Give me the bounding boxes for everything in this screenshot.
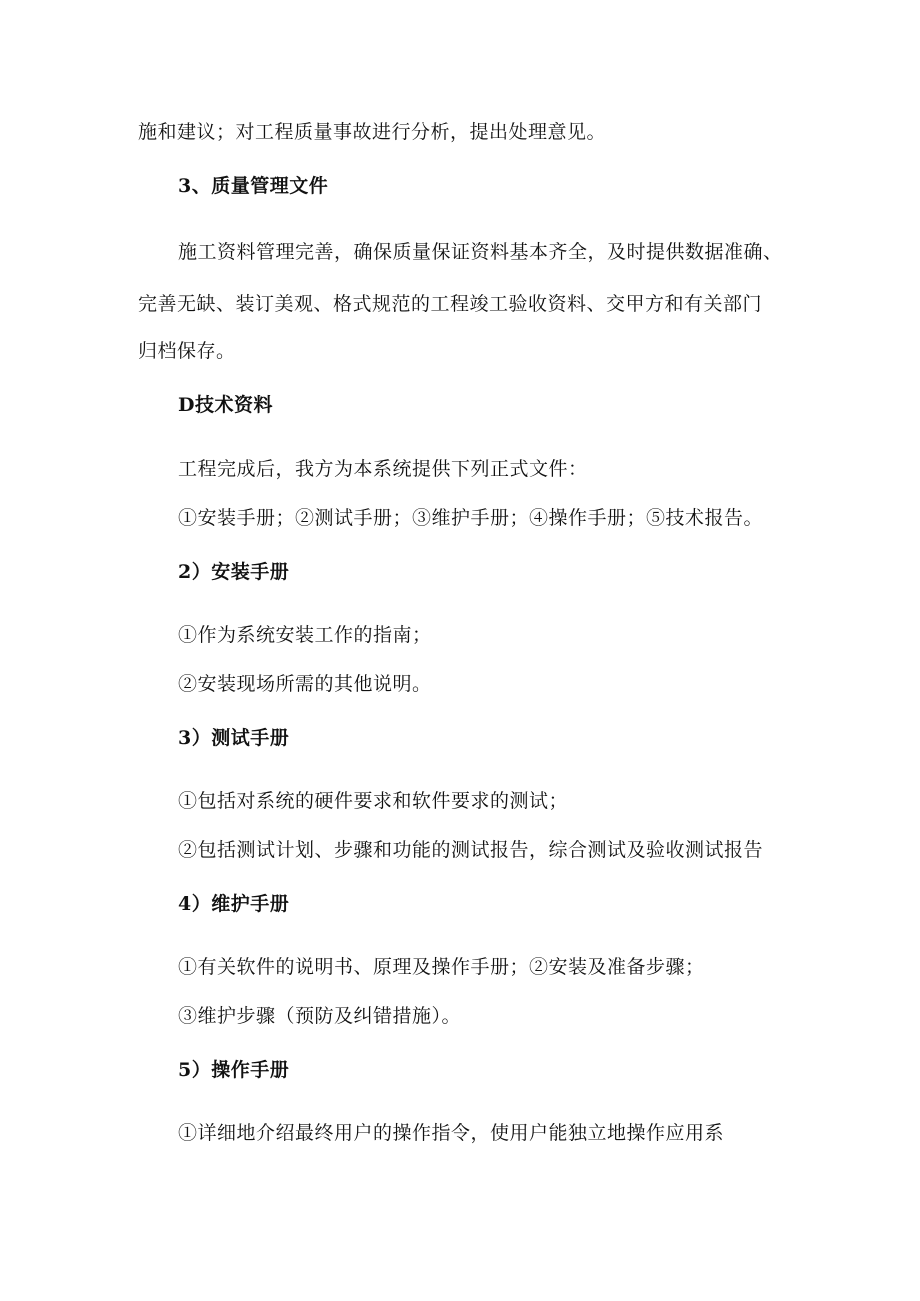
paragraph-line: 归档保存。 [138, 340, 236, 362]
subheading-maintenance-manual: 4）维护手册 [178, 893, 290, 915]
subheading-install-manual: 2）安装手册 [178, 561, 290, 583]
list-item: ①作为系统安装工作的指南； [178, 624, 432, 646]
section-heading-tech-docs: D技术资料 [178, 394, 273, 416]
paragraph-line: 工程完成后，我方为本系统提供下列正式文件： [178, 458, 588, 480]
list-item: ③维护步骤（预防及纠错措施）。 [178, 1005, 462, 1027]
list-item: ①详细地介绍最终用户的操作指令，使用户能独立地操作应用系 [178, 1122, 725, 1144]
paragraph-line: 施工资料管理完善，确保质量保证资料基本齐全，及时提供数据准确、 [178, 241, 783, 263]
section-heading-quality-docs: 3、质量管理文件 [178, 175, 329, 197]
list-item: ②安装现场所需的其他说明。 [178, 673, 432, 695]
document-list-line: ①安装手册；②测试手册；③维护手册；④操作手册；⑤技术报告。 [178, 507, 764, 529]
paragraph-continuation: 施和建议；对工程质量事故进行分析，提出处理意见。 [138, 121, 607, 143]
paragraph-line: 完善无缺、装订美观、格式规范的工程竣工验收资料、交甲方和有关部门 [138, 293, 763, 315]
subheading-test-manual: 3）测试手册 [178, 727, 290, 749]
list-item: ①包括对系统的硬件要求和软件要求的测试； [178, 790, 569, 812]
list-item: ①有关软件的说明书、原理及操作手册；②安装及准备步骤； [178, 956, 705, 978]
subheading-operation-manual: 5）操作手册 [178, 1059, 290, 1081]
list-item: ②包括测试计划、步骤和功能的测试报告，综合测试及验收测试报告 [178, 839, 764, 861]
